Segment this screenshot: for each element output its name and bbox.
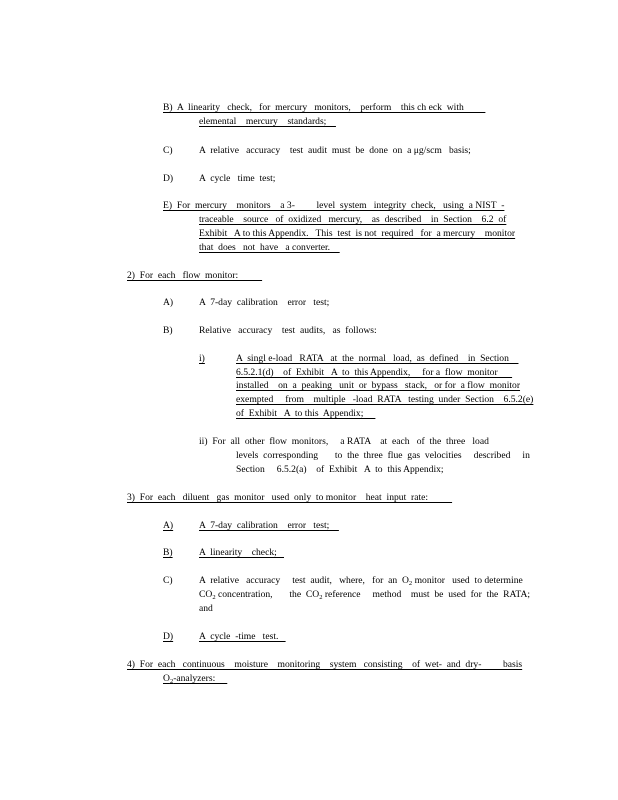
s3-d-label: D)	[163, 631, 174, 642]
item-e-line4: that does not have a converter.	[199, 242, 340, 253]
s3-c-line1: A relative accuracy test audit, where, for an $O_2$ monitor used to determine	[199, 575, 523, 587]
item-b-linearity-line2: elemental mercury standards;	[199, 116, 336, 127]
s2-ii-line1: ii) For all other flow monitors, a RATA at each of the three load	[199, 436, 489, 447]
s2-a-label: A)	[163, 297, 174, 308]
s3-b-label: B)	[163, 547, 173, 558]
item-e-line2: traceable source of oxidized mercury, as described in Section 6.2 of	[199, 214, 507, 225]
item-e-line3: Exhibit A to this Appendix. This test is not required for a mercury monitor	[199, 228, 516, 239]
section-4-line1: 4) For each continuous moisture monitoring system consisting of wet- and dry- basis	[127, 659, 523, 670]
s2-i-line3: installed on a peaking unit or bypass stack, or for a flow monitor	[236, 380, 521, 391]
section-3-heading: 3) For each diluent gas monitor used only to monitor heat input rate:	[127, 492, 453, 503]
s3-c-label: C)	[163, 575, 173, 586]
s2-i-line5: of Exhibit A to this Appendix;	[236, 408, 376, 419]
s3-d-text: A cycle -time test.	[199, 631, 286, 642]
section-2-heading: 2) For each flow monitor:	[127, 270, 263, 281]
s2-b-text: Relative accuracy test audits, as follows:	[199, 325, 377, 336]
s2-i-label: i)	[199, 353, 205, 364]
s3-b-text: A linearity check;	[199, 547, 284, 558]
s2-i-line1: A singl e-load RATA at the normal load, as defined in Section	[236, 353, 519, 364]
s2-a-text: A 7-day calibration error test;	[199, 297, 330, 308]
item-c-label: C)	[163, 145, 173, 156]
s2-i-line2: 6.5.2.1(d) of Exhibit A to this Appendix, for a flow monitor	[236, 367, 513, 378]
item-d-label: D)	[163, 173, 174, 184]
item-e-line1: E) For mercury monitors a 3- level system integrity check, using a NIST -	[163, 200, 505, 211]
s3-c-line2: $CO_2$ concentration, the $CO_2$ reference method must be used for the RATA;	[199, 589, 531, 601]
s2-ii-line3: Section 6.5.2(a) of Exhibit A to this Appendix;	[236, 464, 444, 475]
s2-ii-line2: levels corresponding to the three flue gas velocities described in	[236, 450, 530, 461]
item-b-linearity-line1: B) A linearity check, for mercury monitors, perform this ch eck with	[163, 102, 486, 113]
item-c-text: A relative accuracy test audit must be done on a μg/scm basis;	[199, 145, 471, 156]
s3-a-label: A)	[163, 520, 174, 531]
s3-c-line3: and	[199, 603, 213, 614]
s2-i-line4: exempted from multiple -load RATA testing under Section 6.5.2(e)	[236, 394, 534, 405]
s3-a-text: A 7-day calibration error test;	[199, 520, 339, 531]
s2-b-label: B)	[163, 325, 173, 336]
section-4-line2: $O_2$-analyzers:	[163, 673, 228, 685]
item-d-text: A cycle time test;	[199, 173, 276, 184]
